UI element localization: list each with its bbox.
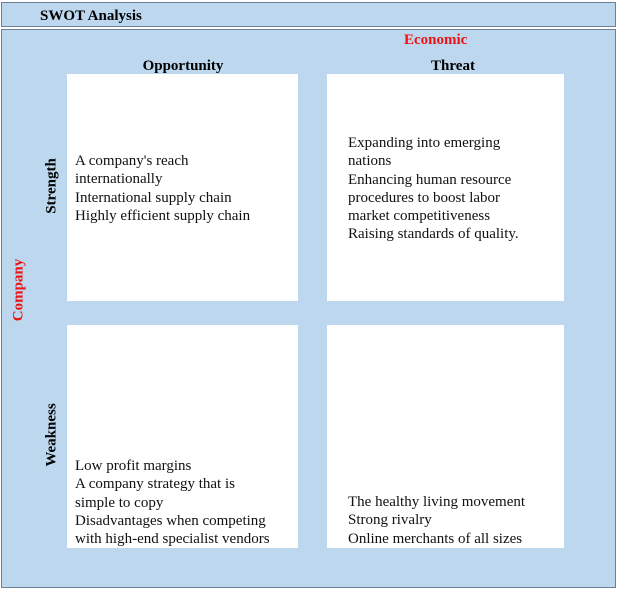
- cell-line: The healthy living movement: [348, 494, 526, 510]
- cell-line: with high-end specialist vendors: [75, 531, 270, 548]
- strength-threat-text: [348, 134, 558, 244]
- cell-line: Expanding into emerging: [348, 135, 501, 151]
- weakness-opportunity-text: [75, 457, 295, 548]
- cell-line: Strong rivalry: [348, 512, 432, 529]
- company-axis-label: Company: [10, 258, 27, 322]
- cell-line: Low profit margins: [75, 458, 192, 474]
- cell-line: A company strategy that is: [75, 476, 235, 493]
- opportunity-column-header: Opportunity: [142, 58, 224, 74]
- threat-column-header: Threat: [431, 58, 475, 74]
- cell-line: Online merchants of all sizes: [348, 530, 523, 547]
- cell-line: A company's reach: [75, 153, 189, 169]
- weakness-threat-cell[interactable]: [327, 325, 564, 548]
- economic-axis-label: Economic: [404, 32, 468, 48]
- cell-line: Highly efficient supply chain: [75, 207, 251, 224]
- cell-line: Disadvantages when competing: [75, 512, 266, 529]
- weakness-threat-text: [348, 493, 558, 548]
- weakness-row-header: Weakness: [43, 403, 60, 467]
- cell-line: International supply chain: [75, 189, 232, 206]
- cell-line: Enhancing human resource: [348, 171, 512, 188]
- cell-line: Raising standards of quality.: [348, 226, 519, 243]
- strength-threat-cell[interactable]: [327, 74, 564, 301]
- cell-line: market competitiveness: [348, 208, 491, 225]
- document-title: SWOT Analysis: [40, 8, 142, 24]
- strength-opportunity-text: [75, 152, 290, 225]
- cell-line: simple to copy: [75, 494, 164, 511]
- cell-line: internationally: [75, 171, 163, 188]
- cell-line: procedures to boost labor: [348, 189, 501, 206]
- strength-opportunity-cell[interactable]: [67, 74, 298, 301]
- strength-row-header: Strength: [43, 158, 60, 214]
- cell-line: nations: [348, 153, 392, 170]
- weakness-opportunity-cell[interactable]: [67, 325, 298, 548]
